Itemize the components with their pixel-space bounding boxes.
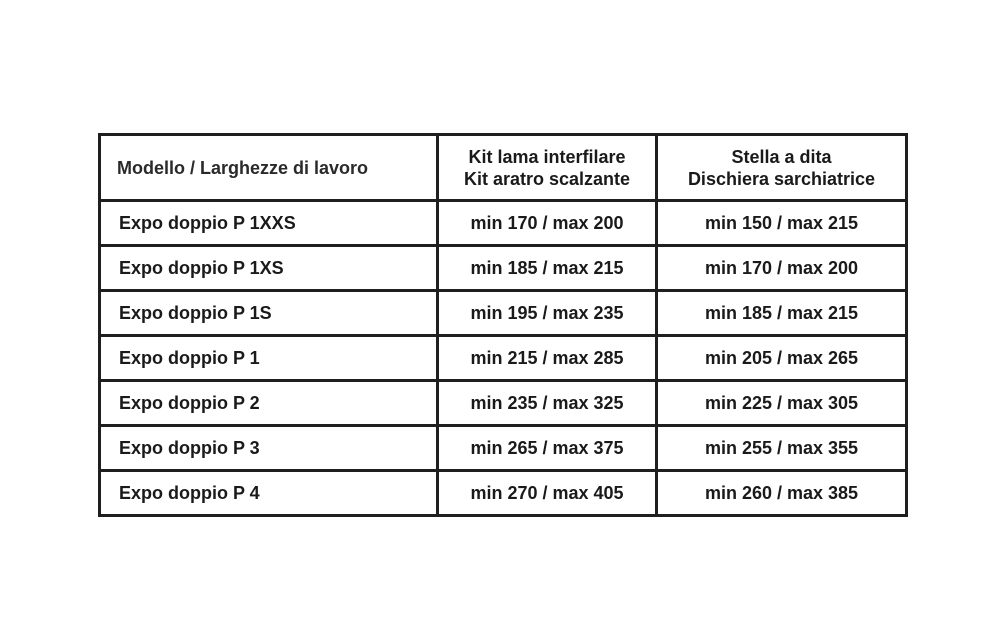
table-row (100, 246, 907, 291)
header-stella-line1: Stella a dita (731, 146, 832, 167)
kit-range-cell: min 170 / max 200 (438, 201, 657, 246)
model-cell: Expo doppio P 1 (100, 336, 438, 381)
model-cell: Expo doppio P 1S (100, 291, 438, 336)
working-width-table (98, 133, 908, 517)
header-stella (657, 135, 907, 201)
table-row (100, 426, 907, 471)
header-kit-line2: Kit aratro scalzante (463, 168, 631, 189)
table-row (100, 471, 907, 516)
stella-range-cell: min 255 / max 355 (657, 426, 907, 471)
kit-range-cell: min 195 / max 235 (438, 291, 657, 336)
table-row (100, 291, 907, 336)
stella-range-cell: min 185 / max 215 (657, 291, 907, 336)
header-kit-line1: Kit lama interfilare (468, 146, 626, 167)
table-header-row (100, 135, 907, 201)
kit-range-cell: min 270 / max 405 (438, 471, 657, 516)
stella-range-cell: min 150 / max 215 (657, 201, 907, 246)
table-row (100, 201, 907, 246)
kit-range-cell: min 185 / max 215 (438, 246, 657, 291)
kit-range-cell: min 215 / max 285 (438, 336, 657, 381)
table-row (100, 336, 907, 381)
kit-range-cell: min 265 / max 375 (438, 426, 657, 471)
model-cell: Expo doppio P 2 (100, 381, 438, 426)
stella-range-cell: min 205 / max 265 (657, 336, 907, 381)
stella-range-cell: min 260 / max 385 (657, 471, 907, 516)
working-width-table-wrapper (98, 133, 905, 514)
model-cell: Expo doppio P 4 (100, 471, 438, 516)
model-cell: Expo doppio P 3 (100, 426, 438, 471)
kit-range-cell: min 235 / max 325 (438, 381, 657, 426)
model-cell: Expo doppio P 1XXS (100, 201, 438, 246)
table-row (100, 381, 907, 426)
header-stella-line2: Dischiera sarchiatrice (687, 168, 876, 189)
model-cell: Expo doppio P 1XS (100, 246, 438, 291)
stella-range-cell: min 225 / max 305 (657, 381, 907, 426)
stella-range-cell: min 170 / max 200 (657, 246, 907, 291)
header-kit (438, 135, 657, 201)
header-model: Modello / Larghezze di lavoro (100, 135, 438, 201)
